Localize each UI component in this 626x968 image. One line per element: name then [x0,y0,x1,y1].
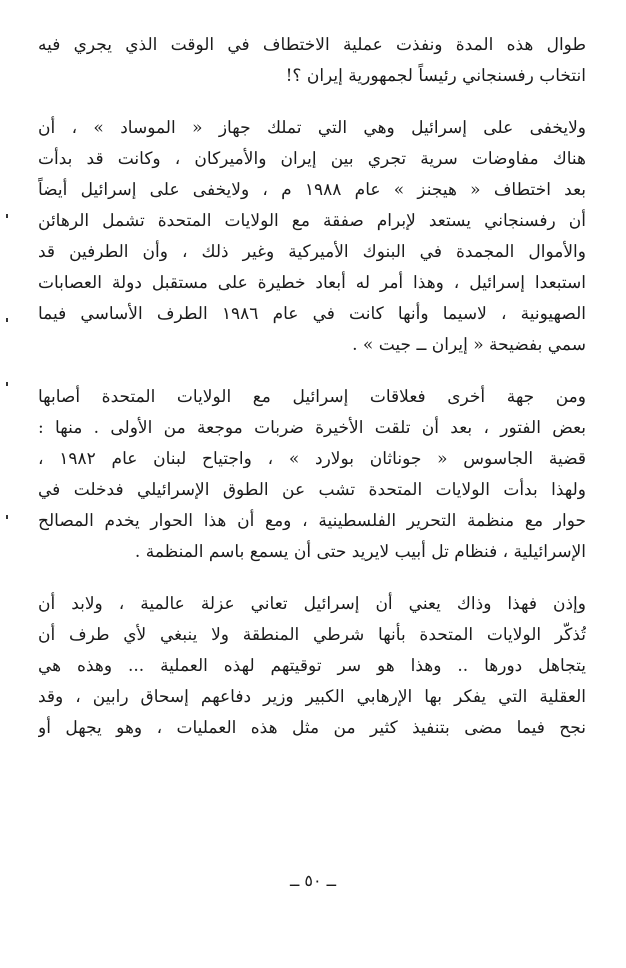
text-line: سمي بفضيحة « إيران ــ جيت » . [352,335,586,355]
text-line: ولهذا بدأت الولايات المتحدة تشب عن الطوق الإسرائيلي فدخلت في [38,480,586,500]
paragraph-1 [38,30,586,92]
text-line: تُذكّر الولايات المتحدة بأنها شرطي المنطقة ولا ينبغي لأي طرف أن [38,625,586,645]
margin-speck [6,214,8,218]
text-line: انتخاب رفسنجاني رئيساً لجمهورية إيران ؟! [285,66,586,86]
text-line: نجح فيما مضى بتنفيذ كثير من مثل هذه العمليات ، وهو يجهل أو [38,718,586,738]
text-line: العقلية التي يفكر بها الإرهابي الكبير وزير دفاعهم إسحاق رابين ، وقد [38,687,586,707]
margin-speck [6,382,8,386]
text-line: الصهيونية ، لاسيما وأنها كانت في عام ١٩٨٦ الطرف الأساسي فيما [38,304,586,324]
page-number: ــ ٥٠ ــ [289,871,337,890]
text-line: هناك مفاوضات سرية تجري بين إيران والأميركان ، وكانت قد بدأت [38,149,586,169]
text-line: طوال هذه المدة ونفذت عملية الاختطاف في الوقت الذي يجري فيه [38,35,586,55]
text-line: بعض الفتور ، بعد أن تلقت الأخيرة ضربات موجعة من الأولى . منها : [38,418,586,438]
text-line: يتجاهل دورها .. وهذا هو سر توقيتهم لهذه العملية ... وهذه هي [38,656,586,676]
paragraph-4 [38,589,586,744]
text-line: والأموال المجمدة في البنوك الأميركية وغير ذلك ، وأن الطرفين قد [38,242,586,262]
text-line: الإسرائيلية ، فنظام تل أبيب لايريد حتى أن يسمع باسم المنظمة . [134,542,586,562]
text-line: وإذن فهذا وذاك يعني أن إسرائيل تعاني عزلة عالمية ، ولابد أن [38,594,586,614]
body-text [38,30,586,744]
margin-speck [6,515,8,519]
margin-speck [6,318,8,322]
paragraph-3 [38,382,586,568]
text-line: استبعدا إسرائيل ، وهذا أمر له أبعاد خطيرة على مستقبل دولة العصابات [38,273,586,293]
text-line: بعد اختطاف « هيجنز » عام ١٩٨٨ م ، ولايخفى على إسرائيل أيضاً [38,180,586,200]
text-line: أن رفسنجاني يستعد لإبرام صفقة مع الولايات المتحدة تشمل الرهائن [38,211,586,231]
text-line: ولايخفى على إسرائيل وهي التي تملك جهاز « الموساد » ، أن [38,118,586,138]
text-line: حوار مع منظمة التحرير الفلسطينية ، ومع أن هذا الحوار يخدم المصالح [38,511,586,531]
text-line: ومن جهة أخرى فعلاقات إسرائيل مع الولايات المتحدة أصابها [38,387,586,407]
text-line: قضية الجاسوس « جوناثان بولارد » ، واجتياح لبنان عام ١٩٨٢ ، [38,449,586,469]
paragraph-2 [38,113,586,361]
